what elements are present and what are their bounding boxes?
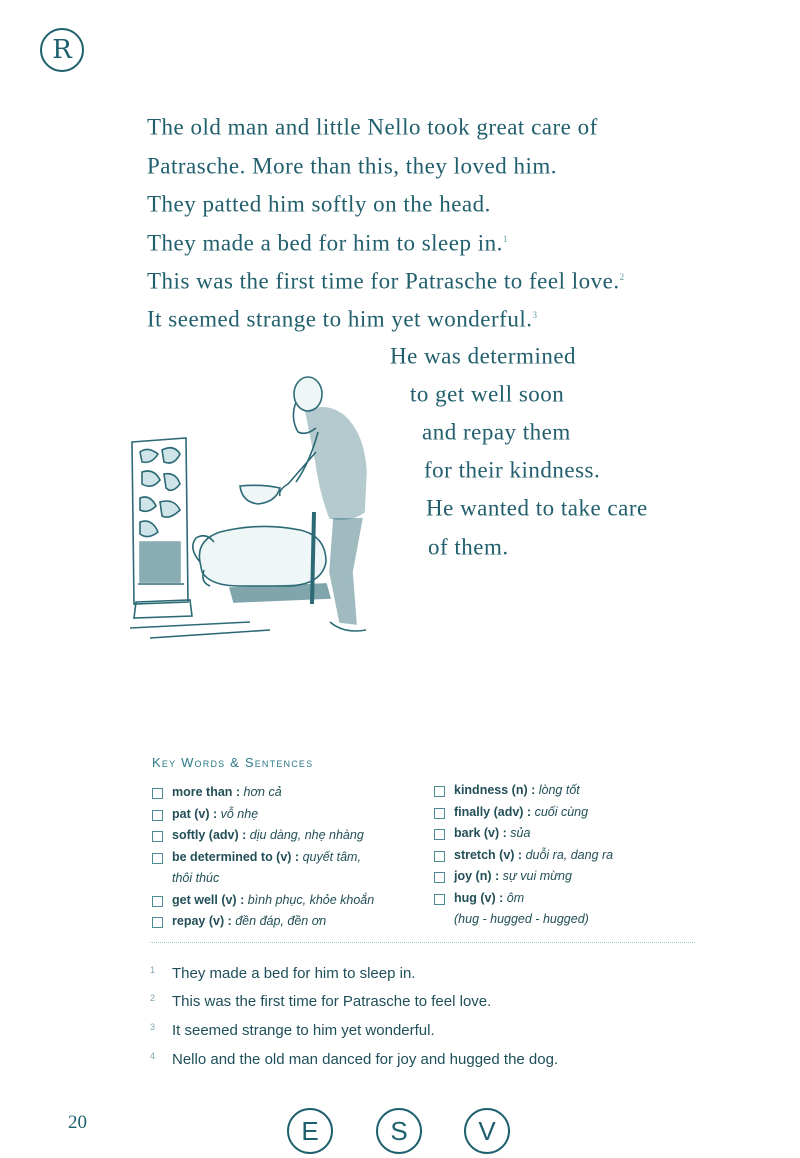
- story-line: Patrasche. More than this, they loved him.: [147, 153, 558, 179]
- checkbox[interactable]: [152, 788, 163, 799]
- story-line: It seemed strange to him yet wonderful.$^3$: [147, 306, 538, 332]
- checkbox[interactable]: [434, 829, 445, 840]
- checkbox[interactable]: [434, 808, 445, 819]
- skill-badge-v[interactable]: V: [464, 1108, 510, 1154]
- note-line: 1 They made a bed for him to sleep in.: [150, 965, 416, 982]
- story-line: to get well soon: [410, 381, 565, 407]
- key-word-item: bark (v) : sủa: [454, 823, 613, 845]
- checkbox[interactable]: [152, 853, 163, 864]
- note-line: 4 Nello and the old man danced for joy and hugged the dog.: [150, 1051, 559, 1068]
- note-line: 2 This was the first time for Patrasche to feel love.: [150, 993, 492, 1010]
- key-word-item-continued: (hug - hugged - hugged): [454, 912, 589, 926]
- story-line: for their kindness.: [424, 457, 601, 483]
- checkbox[interactable]: [152, 810, 163, 821]
- key-word-item: finally (adv) : cuối cùng: [454, 802, 613, 824]
- key-words-left-column: [172, 782, 374, 933]
- story-line: He wanted to take care: [426, 495, 648, 521]
- checkbox[interactable]: [152, 896, 163, 907]
- checkbox[interactable]: [434, 851, 445, 862]
- story-line: The old man and little Nello took great care of: [147, 114, 598, 140]
- key-word-item: softly (adv) : dịu dàng, nhẹ nhàng: [172, 825, 374, 847]
- story-line: They made a bed for him to sleep in.$^1$: [147, 230, 508, 256]
- skill-badge-s[interactable]: S: [376, 1108, 422, 1154]
- key-word-item: repay (v) : đền đáp, đền ơn: [172, 911, 374, 933]
- checkbox[interactable]: [434, 786, 445, 797]
- checkbox[interactable]: [152, 917, 163, 928]
- story-line: This was the first time for Patrasche to feel love.$^2$: [147, 268, 625, 294]
- story-line: They patted him softly on the head.: [147, 191, 491, 217]
- key-word-item: get well (v) : bình phục, khỏe khoắn: [172, 890, 374, 912]
- note-line: 3 It seemed strange to him yet wonderful.: [150, 1022, 435, 1039]
- key-words-title: Key Words & Sentences: [152, 755, 314, 770]
- checkbox[interactable]: [152, 831, 163, 842]
- key-word-item: hug (v) : ôm: [454, 888, 613, 910]
- story-line: He was determined: [390, 343, 577, 369]
- divider: [150, 942, 695, 943]
- story-line: of them.: [428, 534, 509, 560]
- checkbox[interactable]: [434, 872, 445, 883]
- checkbox[interactable]: [434, 894, 445, 905]
- key-word-item: kindness (n) : lòng tốt: [454, 780, 613, 802]
- skill-badge-e[interactable]: E: [287, 1108, 333, 1154]
- key-words-right-column: [454, 780, 613, 931]
- old-man-and-dog-illustration: [130, 372, 394, 644]
- reading-badge: R: [40, 28, 84, 72]
- page-number: 20: [68, 1112, 87, 1133]
- key-word-item: more than : hơn cả: [172, 782, 374, 804]
- key-word-item: be determined to (v) : quyết tâm,: [172, 847, 374, 869]
- key-word-item: pat (v) : vỗ nhẹ: [172, 804, 374, 826]
- key-word-item: stretch (v) : duỗi ra, dang ra: [454, 845, 613, 867]
- key-word-item-continued: thôi thúc: [172, 871, 220, 885]
- story-line: and repay them: [422, 419, 571, 445]
- key-word-item: joy (n) : sự vui mừng: [454, 866, 613, 888]
